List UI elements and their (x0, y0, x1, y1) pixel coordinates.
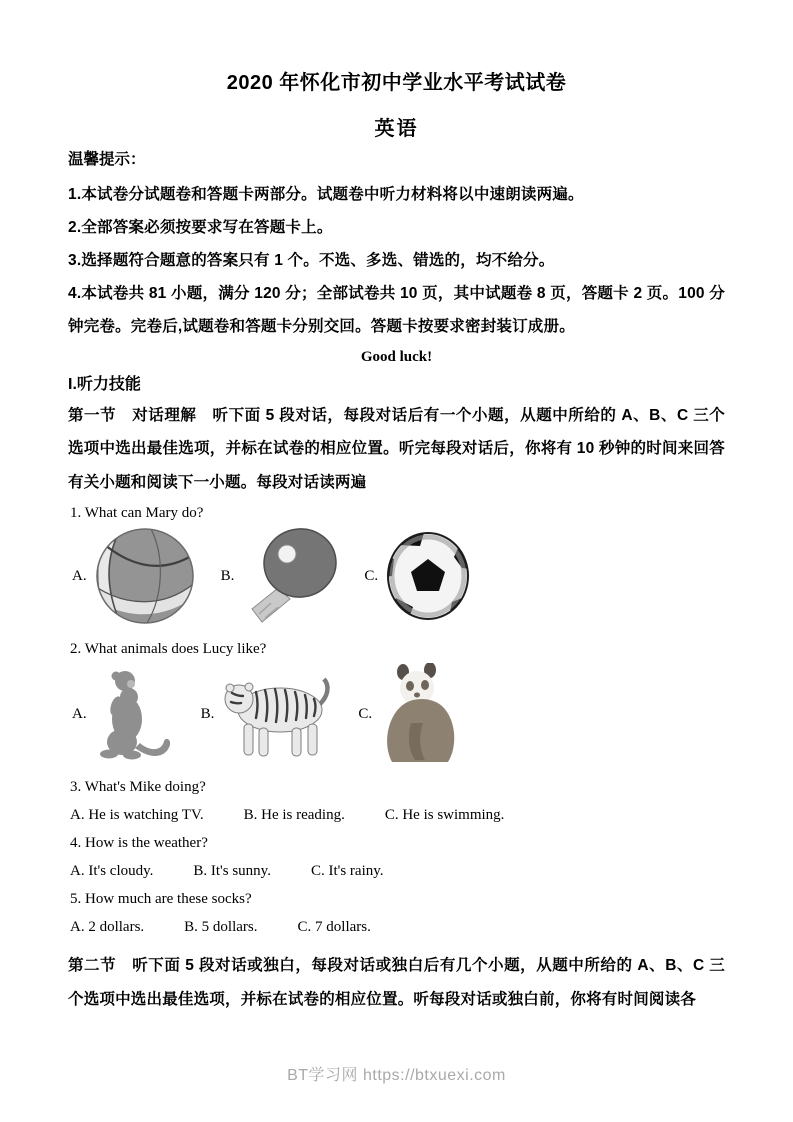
question-5 (68, 885, 725, 941)
good-luck-text: Good luck! (360, 349, 433, 365)
option-label: B. (220, 567, 235, 584)
question-5-option-a: A. 2 dollars. (70, 919, 145, 936)
question-1-option-a (72, 527, 195, 625)
question-2-options (68, 663, 725, 765)
notice-item-1: 1.本试卷分试题卷和答题卡两部分。试题卷中听力材料将以中速朗读两遍。 (68, 186, 584, 203)
question-1-text: 1. What can Mary do? (70, 505, 204, 522)
question-5-option-c: C. 7 dollars. (297, 919, 371, 936)
option-label: A. (72, 705, 87, 722)
question-3-option-c: C. He is swimming. (384, 807, 505, 824)
question-4-options (68, 857, 725, 885)
notice-item-4: 4.本试卷共 81 小题，满分 120 分；全部试卷共 10 页，其中试题卷 8 页，答题卡 2 页。100 分钟完卷。完卷后,试题卷和答题卡分别交回。答题卡按要求密封装订成册。 (68, 285, 725, 335)
question-4-option-b: B. It's sunny. (193, 863, 271, 880)
question-5-option-b: B. 5 dollars. (184, 919, 258, 936)
monkey-image (95, 667, 175, 761)
question-4-option-a: A. It's cloudy. (70, 863, 154, 880)
tiger-image (222, 670, 332, 758)
basketball-image (95, 527, 195, 625)
question-1-option-b (221, 528, 339, 624)
section2-intro: 第二节 听下面 5 段对话或独白，每段对话或独白后有几个小题，从题中所给的 A、B、C 三个选项中选出最佳选项，并标在试卷的相应位置。听每段对话或独白前，你将有时间阅读各 (68, 957, 725, 1008)
question-3-options (68, 801, 725, 829)
part1-heading: I.听力技能 (68, 376, 141, 393)
question-2-text: 2. What animals does Lucy like? (70, 641, 267, 658)
table-tennis-paddle-image (242, 528, 338, 624)
notice-item-3: 3.选择题符合题意的答案只有 1 个。不选、多选、错选的，均不给分。 (68, 252, 555, 269)
question-3-option-b: B. He is reading. (243, 807, 345, 824)
question-4-option-c: C. It's rainy. (310, 863, 384, 880)
exam-title: 2020 年怀化市初中学业水平考试试卷 (226, 72, 567, 94)
question-1 (68, 499, 725, 625)
question-1-options (68, 527, 725, 625)
notice-list (68, 178, 725, 343)
option-label: A. (72, 567, 87, 584)
question-5-text: 5. How much are these socks? (70, 891, 252, 908)
soccer-ball-image (386, 530, 470, 622)
panda-image (380, 663, 460, 765)
question-3-text: 3. What's Mike doing? (70, 779, 206, 796)
question-5-options (68, 913, 725, 941)
option-label: C. (364, 567, 379, 584)
question-2-option-b (201, 670, 333, 758)
question-2-option-c (358, 663, 460, 765)
question-4-text: 4. How is the weather? (70, 835, 208, 852)
question-3 (68, 773, 725, 829)
notice-heading: 温馨提示： (68, 151, 146, 168)
question-4 (68, 829, 725, 885)
notice-item-2: 2.全部答案必须按要求写在答题卡上。 (68, 219, 333, 236)
exam-subject: 英语 (374, 118, 419, 140)
question-1-option-c (364, 530, 470, 622)
section1-intro: 第一节 对话理解 听下面 5 段对话，每段对话后有一个小题，从题中所给的 A、B、C 三个选项中选出最佳选项，并标在试卷的相应位置。听完每段对话后，你将有 10 秒钟的时间来回答有关小题和阅读下一小题。每段对话读两遍 (68, 407, 725, 491)
question-3-option-a: A. He is watching TV. (70, 807, 204, 824)
watermark-text: BT学习网 https://btxuexi.com (287, 1067, 506, 1084)
question-2-option-a (72, 667, 175, 761)
option-label: B. (200, 705, 215, 722)
option-label: C. (358, 705, 373, 722)
question-2 (68, 635, 725, 765)
